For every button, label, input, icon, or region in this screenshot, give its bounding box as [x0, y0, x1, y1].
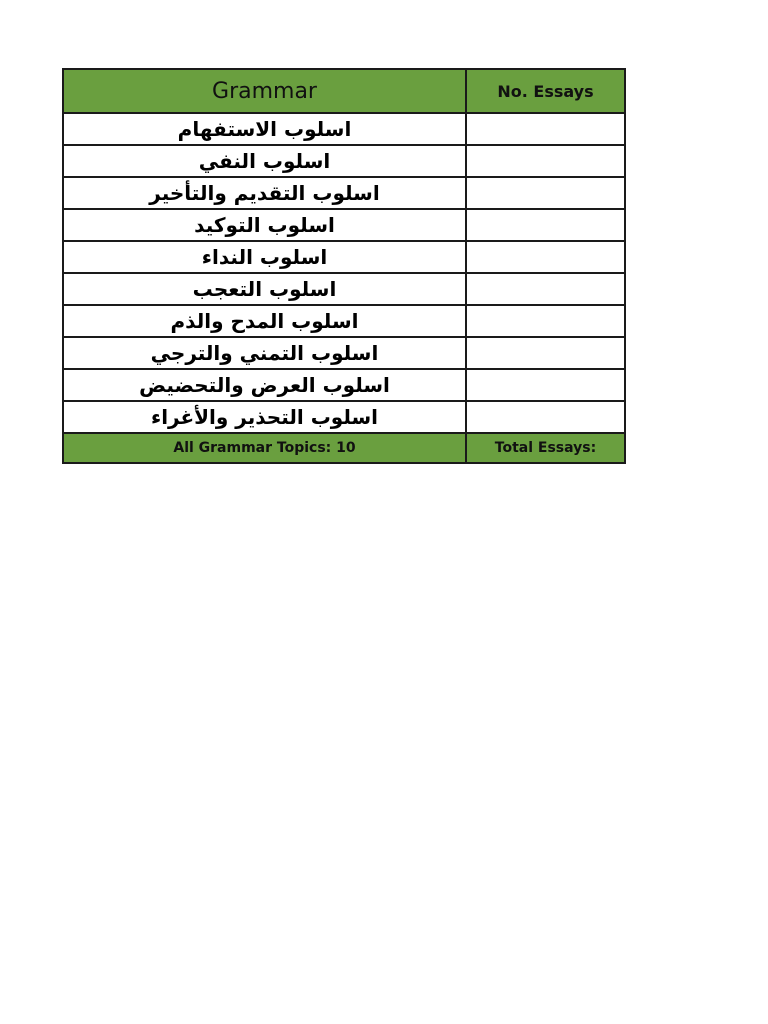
table-row — [63, 401, 625, 433]
header-grammar: Grammar — [63, 69, 466, 113]
topic-cell[interactable]: اسلوب التوكيد — [63, 209, 466, 241]
essay-count-cell[interactable] — [466, 369, 625, 401]
essay-count-cell[interactable] — [466, 209, 625, 241]
grammar-table — [62, 68, 626, 464]
table-row — [63, 145, 625, 177]
header-no-essays: No. Essays — [466, 69, 625, 113]
table-row — [63, 241, 625, 273]
topic-cell[interactable]: اسلوب النداء — [63, 241, 466, 273]
table-row — [63, 369, 625, 401]
table-row — [63, 177, 625, 209]
topic-cell[interactable]: اسلوب التقديم والتأخير — [63, 177, 466, 209]
topic-cell[interactable]: اسلوب النفي — [63, 145, 466, 177]
essay-count-cell[interactable] — [466, 241, 625, 273]
topic-cell[interactable]: اسلوب العرض والتحضيض — [63, 369, 466, 401]
table-row — [63, 209, 625, 241]
table-row — [63, 273, 625, 305]
grammar-sheet — [62, 68, 624, 464]
essay-count-cell[interactable] — [466, 145, 625, 177]
all-grammar-topics-total: All Grammar Topics: 10 — [63, 433, 466, 463]
essay-count-cell[interactable] — [466, 177, 625, 209]
essay-count-cell[interactable] — [466, 305, 625, 337]
table-row — [63, 305, 625, 337]
topic-cell[interactable]: اسلوب الاستفهام — [63, 113, 466, 145]
essay-count-cell[interactable] — [466, 273, 625, 305]
table-row — [63, 337, 625, 369]
essay-count-cell[interactable] — [466, 401, 625, 433]
footer-row — [63, 433, 625, 463]
total-essays-cell[interactable]: Total Essays: — [466, 433, 625, 463]
topic-cell[interactable]: اسلوب المدح والذم — [63, 305, 466, 337]
topic-cell[interactable]: اسلوب التعجب — [63, 273, 466, 305]
header-row — [63, 69, 625, 113]
table-row — [63, 113, 625, 145]
topic-cell[interactable]: اسلوب التمني والترجي — [63, 337, 466, 369]
topic-cell[interactable]: اسلوب التحذير والأغراء — [63, 401, 466, 433]
essay-count-cell[interactable] — [466, 113, 625, 145]
essay-count-cell[interactable] — [466, 337, 625, 369]
